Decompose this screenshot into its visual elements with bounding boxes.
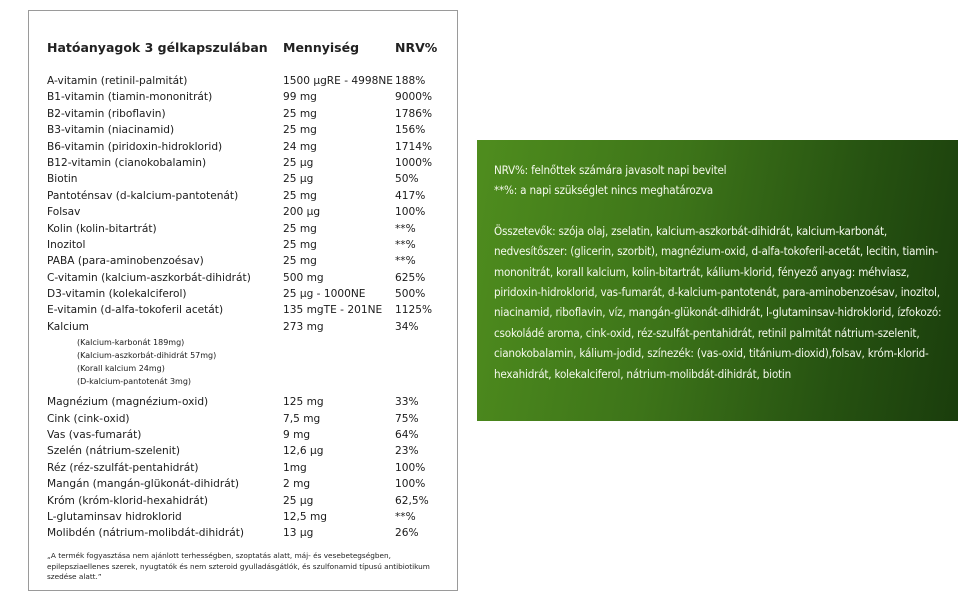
info-panel-text (494, 160, 949, 384)
nutrient-amount: 200 µg (283, 206, 321, 219)
nutrient-rows-minerals (47, 394, 467, 542)
table-row (47, 493, 467, 509)
table-row (47, 155, 467, 171)
spacer (494, 201, 949, 221)
table-row (47, 286, 467, 302)
nutrient-amount: 25 mg (283, 189, 317, 202)
nutrient-name: B6-vitamin (piridoxin-hidroklorid) (47, 140, 223, 153)
table-row (47, 443, 467, 459)
column-header-nrv: NRV% (395, 40, 438, 55)
table-row (47, 237, 467, 253)
nutrient-nrv: 34% (395, 320, 419, 333)
nutrient-nrv: 33% (395, 396, 419, 409)
nutrient-name: L-glutaminsav hidroklorid (47, 510, 182, 523)
nutrient-name: Vas (vas-fumarát) (47, 429, 142, 442)
nutrient-amount: 12,5 mg (283, 510, 327, 523)
nutrient-name: Réz (réz-szulfát-pentahidrát) (47, 461, 199, 474)
table-row (47, 509, 467, 525)
table-row (47, 476, 467, 492)
nutrient-amount: 1500 µgRE - 4998NE (283, 75, 393, 87)
table-row (47, 411, 467, 427)
nutrient-name: B2-vitamin (riboflavin) (47, 107, 166, 120)
nutrient-nrv: 625% (395, 271, 426, 284)
nutrient-amount: 12,6 µg (283, 445, 324, 458)
nutrient-nrv: 75% (395, 412, 419, 425)
table-row (47, 73, 467, 89)
nutrient-amount: 25 mg (283, 222, 317, 235)
nutrient-name: Kolin (kolin-bitartrát) (47, 222, 157, 235)
nutrient-name: B1-vitamin (tiamin-mononitrát) (47, 91, 213, 104)
nutrient-rows (47, 73, 467, 542)
table-row (47, 171, 467, 187)
nutrient-name: C-vitamin (kalcium-aszkorbát-dihidrát) (47, 271, 251, 284)
table-row (47, 427, 467, 443)
table-row (47, 106, 467, 122)
calcium-source-item: (D-kalcium-pantotenát 3mg) (77, 377, 192, 387)
nutrient-name: Kalcium (47, 320, 89, 333)
table-row (47, 122, 467, 138)
calcium-source-item: (Kalcium-karbonát 189mg) (77, 338, 185, 348)
column-header-ingredient: Hatóanyagok 3 gélkapszulában (47, 40, 268, 55)
calcium-source-item: (Korall kalcium 24mg) (77, 364, 165, 374)
nutrient-nrv: **% (395, 238, 416, 251)
nutrient-nrv: 23% (395, 445, 419, 458)
nutrition-table-card (28, 10, 458, 591)
table-row (47, 394, 467, 410)
nutrient-amount: 25 µg - 1000NE (283, 288, 366, 301)
nutrient-nrv: 100% (395, 478, 426, 491)
nutrient-amount: 25 mg (283, 238, 317, 251)
table-row (47, 270, 467, 286)
calcium-sources-list (47, 335, 467, 394)
nutrient-amount: 25 µg (283, 494, 314, 507)
nutrient-amount: 2 mg (283, 478, 311, 491)
nutrient-name: Molibdén (nátrium-molibdát-dihidrát) (47, 527, 244, 540)
nutrient-nrv: **% (395, 510, 416, 523)
nutrient-nrv: 100% (395, 461, 426, 474)
nutrient-name: Biotin (47, 173, 78, 186)
nutrient-name: A-vitamin (retinil-palmitát) (47, 75, 188, 87)
nutrient-nrv: 188% (395, 75, 426, 87)
ingredients-info-panel (477, 140, 958, 421)
nrv-definition: NRV%: felnőttek számára javasolt napi bevitel (494, 163, 727, 177)
nutrient-name: Folsav (47, 206, 81, 219)
nutrient-nrv: 1714% (395, 140, 433, 153)
nutrient-nrv: 100% (395, 206, 426, 219)
nutrient-amount: 500 mg (283, 271, 324, 284)
column-header-amount: Mennyiség (283, 40, 360, 55)
nutrient-amount: 99 mg (283, 91, 317, 104)
table-row (47, 221, 467, 237)
nutrient-amount: 24 mg (283, 140, 317, 153)
nutrient-nrv: **% (395, 222, 416, 235)
nutrient-name: B12-vitamin (cianokobalamin) (47, 156, 207, 169)
nutrient-name: Pantoténsav (d-kalcium-pantotenát) (47, 189, 239, 202)
table-row (47, 253, 467, 269)
table-row (47, 204, 467, 220)
table-row (47, 319, 467, 335)
nutrient-nrv: 64% (395, 429, 419, 442)
stars-definition: **%: a napi szükséglet nincs meghatározva (494, 183, 713, 198)
nutrient-nrv: 62,5% (395, 494, 429, 507)
nutrient-amount: 13 µg (283, 527, 314, 540)
nutrient-amount: 9 mg (283, 429, 311, 442)
nutrient-nrv: 500% (395, 288, 426, 301)
nutrient-name: PABA (para-aminobenzoésav) (47, 255, 204, 268)
nutrient-nrv: 156% (395, 124, 426, 137)
nutrient-amount: 25 mg (283, 255, 317, 268)
calcium-source-item: (Kalcium-aszkorbát-dihidrát 57mg) (77, 351, 217, 361)
nutrient-amount: 25 mg (283, 107, 317, 120)
nutrient-amount: 125 mg (283, 396, 324, 409)
nutrient-name: Szelén (nátrium-szelenit) (47, 445, 180, 458)
table-row (47, 302, 467, 318)
nutrient-name: Mangán (mangán-glükonát-dihidrát) (47, 478, 240, 491)
nutrient-amount: 273 mg (283, 320, 324, 333)
table-row (47, 188, 467, 204)
table-row (47, 139, 467, 155)
nutrient-amount: 25 µg (283, 156, 314, 169)
ingredients-list: Összetevők: szója olaj, zselatin, kalcium-aszkorbát-dihidrát, kalcium-karbonát, nedvesítőszer: (glicerin, szorbit), magnézium-oxid, d-alfa-tokoferil-acetát, lecitin, tiamin-mononitrát, korall kalcium, kolin-bitartrát, kálium-klorid, fényező anyag: méhviasz, piridoxin-hidroklorid, vas-fumarát, d-kalcium-pantotenát, para-aminobenzoésav, inozitol, niacinamid, riboflavin, víz, mangán-glükonát-dihidrát, l-glutaminsav-hidroklorid, ízfokozó: csokoládé aroma, cink-oxid, réz-szulfát-pentahidrát, retinil palmitát nátrium-szelenit, cianokobalamin, kálium-jodid, színezék: (vas-oxid, titánium-dioxid),folsav, króm-klorid-hexahidrát, kolekalciferol, nátrium-molibdát-dihidrát, biotin (494, 223, 942, 381)
nutrient-amount: 25 µg (283, 173, 314, 186)
nutrient-nrv: 50% (395, 173, 419, 186)
nutrient-name: E-vitamin (d-alfa-tokoferil acetát) (47, 304, 224, 317)
nutrient-nrv: 1786% (395, 107, 433, 120)
nutrient-amount: 25 mg (283, 124, 317, 137)
table-row (47, 89, 467, 105)
nutrient-nrv: 26% (395, 527, 419, 540)
nutrient-amount: 135 mgTE - 201NE (283, 304, 383, 317)
table-row (47, 460, 467, 476)
nutrient-amount: 7,5 mg (283, 412, 321, 425)
nutrient-name: Króm (króm-klorid-hexahidrát) (47, 494, 208, 507)
nutrient-nrv: 9000% (395, 91, 433, 104)
nutrient-nrv: 417% (395, 189, 426, 202)
nutrient-nrv: 1000% (395, 156, 433, 169)
nutrient-name: Magnézium (magnézium-oxid) (47, 396, 209, 409)
nutrient-name: D3-vitamin (kolekalciferol) (47, 288, 187, 301)
table-row (47, 525, 467, 541)
nutrient-nrv: **% (395, 255, 416, 268)
nutrient-name: B3-vitamin (niacinamid) (47, 124, 175, 137)
warning-footnote: „A termék fogyasztása nem ajánlott terhességben, szoptatás alatt, máj- és vesebetegségben, epilepsziaellenes szerek, nyugtatók és nem szteroid gyulladásgátlók, és szulfonamid típusú antibiotikum szedése alatt.” (47, 551, 430, 581)
nutrient-name: Cink (cink-oxid) (47, 412, 130, 425)
nutrient-rows-vitamins (47, 73, 467, 335)
nutrient-nrv: 1125% (395, 304, 433, 317)
nutrient-name: Inozitol (47, 238, 86, 251)
nutrient-amount: 1mg (283, 461, 307, 474)
